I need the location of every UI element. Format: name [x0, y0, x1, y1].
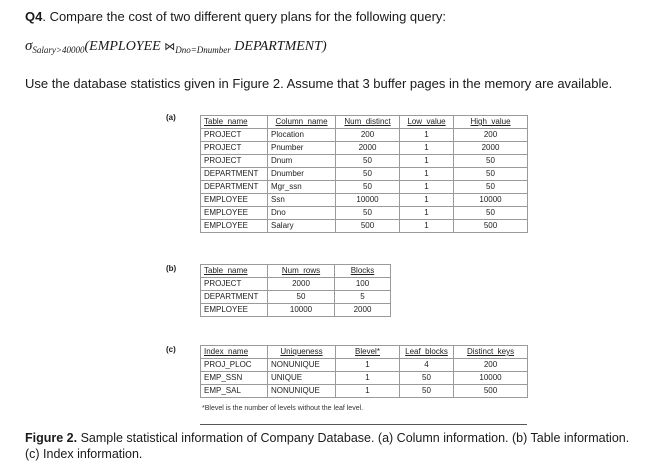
table-row [201, 207, 528, 220]
table-row [201, 385, 528, 398]
table-cell: 10000 [454, 194, 528, 207]
table-cell: Mgr_ssn [268, 181, 336, 194]
table-cell: 50 [336, 181, 400, 194]
caption-text: Sample statistical information of Company Database. (a) Column information. (b) Table information. (c) Index information. [25, 431, 630, 461]
join-condition: Dno=Dnumber [175, 45, 231, 55]
table-cell: 1 [336, 359, 400, 372]
table-cell: 500 [336, 220, 400, 233]
table-cell: 10000 [336, 194, 400, 207]
table-cell: EMPLOYEE [201, 220, 268, 233]
instruction-text: Use the database statistics given in Figure 2. Assume that 3 buffer pages in the memory are available. [25, 76, 613, 91]
figure-caption [25, 430, 640, 462]
table-cell: 1 [400, 207, 454, 220]
table-cell: 50 [454, 207, 528, 220]
table-cell: 50 [336, 207, 400, 220]
column-header: Distinct_keys [454, 346, 528, 359]
table-row [201, 155, 528, 168]
table-cell: 5 [335, 291, 391, 304]
query-expression [25, 38, 327, 55]
table-cell: 1 [336, 372, 400, 385]
table-cell: 1 [400, 181, 454, 194]
table-row [201, 359, 528, 372]
blevel-footnote: *Blevel is the number of levels without the leaf level. [202, 405, 364, 412]
table-cell: PROJECT [201, 278, 268, 291]
table-row [201, 220, 528, 233]
table-row [201, 142, 528, 155]
question-text: . Compare the cost of two different query plans for the following query: [42, 9, 447, 24]
table-cell: 200 [336, 129, 400, 142]
table-cell: DEPARTMENT [201, 181, 268, 194]
table-cell: EMPLOYEE [201, 304, 268, 317]
table-cell: Ssn [268, 194, 336, 207]
table-cell: NONUNIQUE [268, 385, 336, 398]
table-cell: PROJECT [201, 129, 268, 142]
selection-condition: Salary>40000 [32, 45, 85, 55]
table-cell: PROJECT [201, 142, 268, 155]
close-paren: ) [321, 39, 327, 54]
table-row [201, 278, 391, 291]
table-cell: 50 [268, 291, 335, 304]
index-info-table [200, 345, 528, 398]
column-header: Uniqueness [268, 346, 336, 359]
column-header: Column_name [268, 116, 336, 129]
table-cell: 50 [454, 181, 528, 194]
left-relation: EMPLOYEE [89, 39, 161, 54]
column-header: Index_name [201, 346, 268, 359]
table-info-table [200, 264, 391, 317]
table-cell: 1 [400, 155, 454, 168]
table-cell: 500 [454, 385, 528, 398]
table-cell: Salary [268, 220, 336, 233]
table-cell: 1 [336, 385, 400, 398]
table-row [201, 291, 391, 304]
part-b-label: (b) [166, 264, 177, 273]
table-header-row [201, 265, 391, 278]
table-cell: 2000 [454, 142, 528, 155]
right-relation: DEPARTMENT [234, 39, 322, 54]
column-header: Table_name [201, 265, 268, 278]
table-row [201, 372, 528, 385]
table-row [201, 181, 528, 194]
table-cell: 10000 [454, 372, 528, 385]
table-cell: Dnum [268, 155, 336, 168]
table-cell: 1 [400, 129, 454, 142]
table-cell: 2000 [335, 304, 391, 317]
table-cell: 50 [454, 168, 528, 181]
table-cell: DEPARTMENT [201, 168, 268, 181]
table-row [201, 304, 391, 317]
table-cell: 50 [400, 372, 454, 385]
table-cell: NONUNIQUE [268, 359, 336, 372]
table-cell: 1 [400, 142, 454, 155]
table-cell: EMP_SAL [201, 385, 268, 398]
table-cell: 2000 [268, 278, 335, 291]
table-cell: Dnumber [268, 168, 336, 181]
column-header: High_value [454, 116, 528, 129]
table-cell: Pnumber [268, 142, 336, 155]
question-number: Q4 [25, 9, 43, 24]
table-cell: 10000 [268, 304, 335, 317]
table-cell: 50 [400, 385, 454, 398]
column-header: Num_rows [268, 265, 335, 278]
table-cell: 4 [400, 359, 454, 372]
table-cell: 1 [400, 194, 454, 207]
column-header: Table_name [201, 116, 268, 129]
part-a-label: (a) [166, 113, 176, 122]
table-cell: Plocation [268, 129, 336, 142]
column-header: Leaf_blocks [400, 346, 454, 359]
table-row [201, 129, 528, 142]
table-cell: PROJECT [201, 155, 268, 168]
table-row [201, 168, 528, 181]
table-cell: 200 [454, 359, 528, 372]
column-header: Blocks [335, 265, 391, 278]
table-cell: 100 [335, 278, 391, 291]
table-cell: 50 [336, 155, 400, 168]
table-header-row [201, 346, 528, 359]
column-header: Low_value [400, 116, 454, 129]
table-header-row [201, 116, 528, 129]
selection-symbol: σ [25, 38, 33, 54]
table-cell: 200 [454, 129, 528, 142]
table-cell: PROJ_PLOC [201, 359, 268, 372]
caption-divider [200, 424, 527, 425]
table-cell: EMPLOYEE [201, 194, 268, 207]
table-cell: DEPARTMENT [201, 291, 268, 304]
table-cell: EMPLOYEE [201, 207, 268, 220]
caption-label: Figure 2. [25, 431, 78, 445]
table-cell: EMP_SSN [201, 372, 268, 385]
table-cell: 1 [400, 168, 454, 181]
open-paren: ( [84, 39, 90, 54]
table-cell: 2000 [336, 142, 400, 155]
table-cell: 500 [454, 220, 528, 233]
table-cell: UNIQUE [268, 372, 336, 385]
join-symbol: ⋈ [164, 41, 176, 53]
table-cell: Dno [268, 207, 336, 220]
table-cell: 50 [336, 168, 400, 181]
question-heading [25, 9, 446, 24]
column-header: Num_distinct [336, 116, 400, 129]
table-cell: 1 [400, 220, 454, 233]
table-cell: 50 [454, 155, 528, 168]
column-info-table [200, 115, 528, 233]
column-header: Blevel* [336, 346, 400, 359]
table-row [201, 194, 528, 207]
part-c-label: (c) [166, 345, 176, 354]
